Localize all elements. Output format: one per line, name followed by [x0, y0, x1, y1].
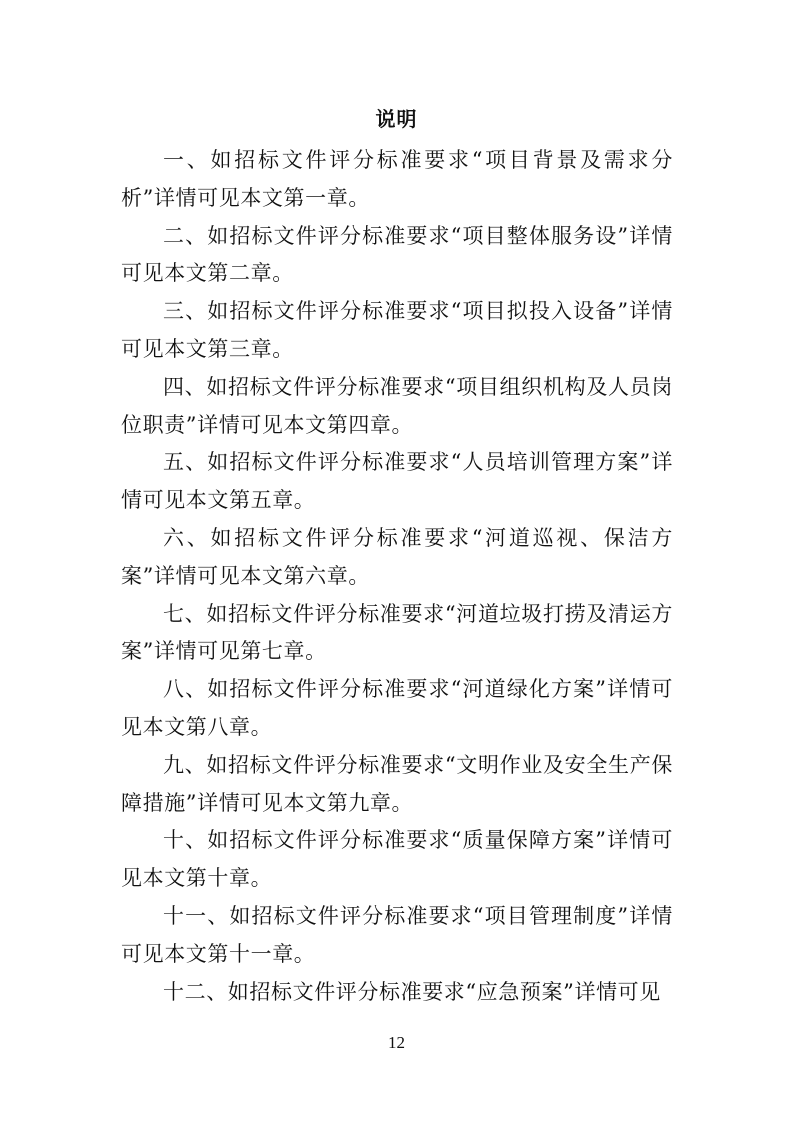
document-body	[121, 142, 673, 1011]
paragraph-6: 六、如招标文件评分标准要求“河道巡视、保洁方案”详情可见本文第六章。	[121, 525, 673, 588]
paragraph-7: 七、如招标文件评分标准要求“河道垃圾打捞及清运方案”详情可见第七章。	[121, 601, 673, 664]
paragraph-9: 九、如招标文件评分标准要求“文明作业及安全生产保障措施”详情可见本文第九章。	[121, 752, 673, 815]
paragraph-5: 五、如招标文件评分标准要求“人员培训管理方案”详情可见本文第五章。	[121, 450, 673, 513]
paragraph-12: 十二、如招标文件评分标准要求“应急预案”详情可见	[163, 979, 661, 1004]
paragraph-3: 三、如招标文件评分标准要求“项目拟投入设备”详情可见本文第三章。	[121, 299, 673, 361]
paragraph-8: 八、如招标文件评分标准要求“河道绿化方案”详情可见本文第八章。	[121, 677, 673, 739]
page-title: 说明	[375, 107, 418, 131]
paragraph-4: 四、如招标文件评分标准要求“项目组织机构及人员岗位职责”详情可见本文第四章。	[121, 374, 673, 437]
paragraph-10: 十、如招标文件评分标准要求“质量保障方案”详情可见本文第十章。	[121, 828, 673, 891]
paragraph-2: 二、如招标文件评分标准要求“项目整体服务设”详情可见本文第二章。	[121, 223, 673, 286]
paragraph-1: 一、如招标文件评分标准要求“项目背景及需求分析”详情可见本文第一章。	[121, 148, 673, 210]
page-number: 12	[388, 1033, 405, 1052]
paragraph-11: 十一、如招标文件评分标准要求“项目管理制度”详情可见本文第十一章。	[121, 903, 673, 966]
